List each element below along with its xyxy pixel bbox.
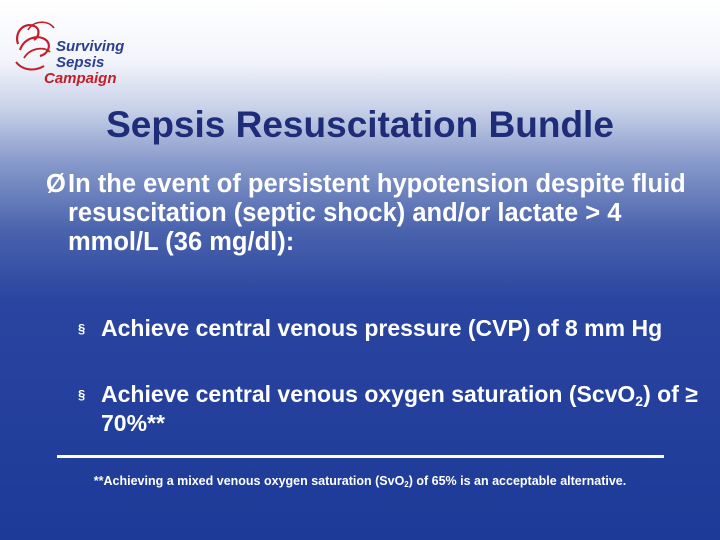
scvo2-text-pre: Achieve central venous oxygen saturation (Scv	[101, 381, 618, 407]
arrow-bullet-icon: Ø	[46, 170, 66, 198]
divider-line	[57, 455, 664, 458]
scvo2-subscript: 2	[635, 393, 644, 409]
sub-bullet-scvo2	[78, 380, 698, 438]
logo-line-surviving: Surviving	[56, 38, 125, 55]
footnote-post: ) of 65% is an acceptable alternative.	[408, 474, 627, 488]
square-bullet-icon: §	[78, 321, 86, 336]
logo-line-campaign: Campaign	[44, 70, 117, 87]
footnote	[70, 472, 650, 490]
square-bullet-icon: §	[78, 387, 86, 402]
sub-bullet-scvo2-text	[78, 380, 698, 438]
sub-bullet-cvp-text: Achieve central venous pressure (CVP) of 8 mm Hg	[101, 315, 663, 341]
footnote-subscript: 2	[404, 480, 409, 489]
slide-title: Sepsis Resuscitation Bundle	[106, 104, 614, 145]
sub-bullet-cvp	[78, 314, 698, 343]
surviving-sepsis-campaign-logo	[10, 14, 160, 94]
logo-text	[44, 38, 129, 87]
scvo2-text-o: O	[617, 381, 636, 407]
logo-line-sepsis: Sepsis	[56, 54, 105, 71]
main-bullet-text: In the event of persistent hypotension despite fluid resuscitation (septic shock) and/or lactate > 4 mmol/L (36 mg/dl):	[68, 170, 686, 256]
main-bullet	[46, 170, 686, 257]
footnote-pre: **Achieving a mixed venous oxygen saturation (SvO	[93, 474, 405, 488]
scvo2-text-post: ) of ≥ 70%**	[101, 381, 698, 436]
